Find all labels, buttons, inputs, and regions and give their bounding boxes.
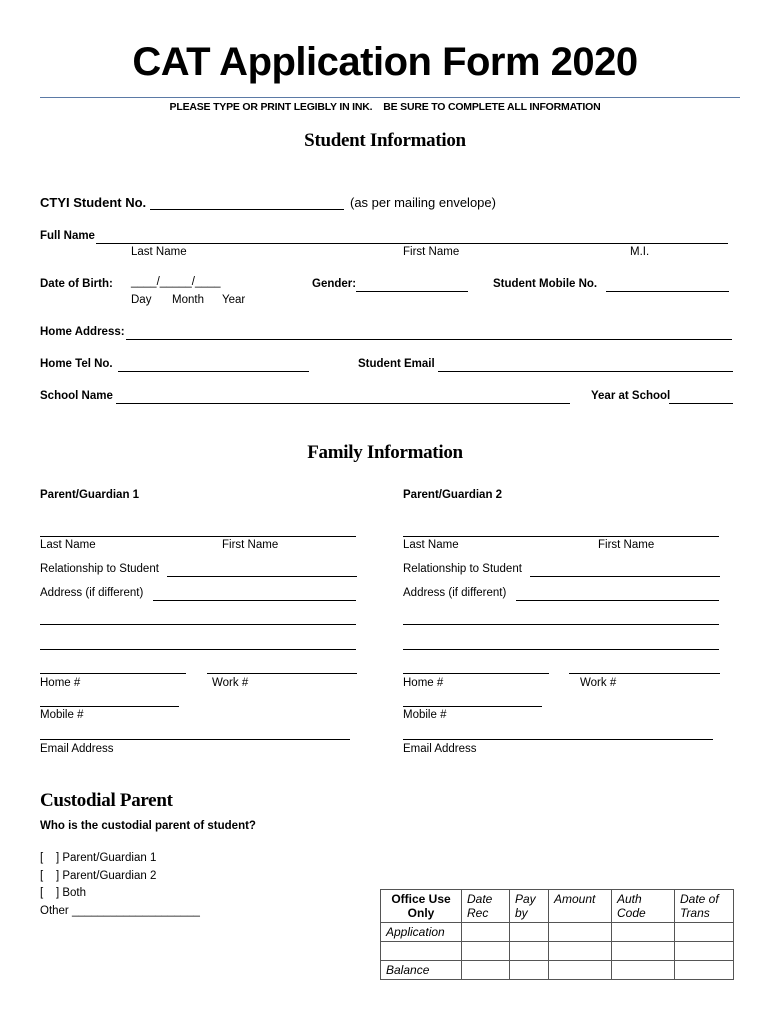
parent2-mobile-caption: Mobile # xyxy=(403,709,447,721)
parent1-address-field-2[interactable] xyxy=(40,624,356,625)
full-name-field[interactable] xyxy=(96,243,728,244)
parent1-work-caption: Work # xyxy=(212,677,249,689)
custodial-option-parent1[interactable]: [ ] Parent/Guardian 1 xyxy=(40,852,157,864)
office-use-table xyxy=(380,889,734,980)
parent2-address-field-2[interactable] xyxy=(403,624,719,625)
parent1-mobile-caption: Mobile # xyxy=(40,709,84,721)
title-divider xyxy=(40,97,740,98)
header-pay-by-line1: Pay xyxy=(515,892,536,906)
year-at-school-label: Year at School xyxy=(591,390,671,402)
student-email-field[interactable] xyxy=(438,371,733,372)
parent1-email-field[interactable] xyxy=(40,739,350,740)
full-name-label: Full Name xyxy=(40,230,95,242)
parent2-heading: Parent/Guardian 2 xyxy=(403,489,503,501)
parent2-email-caption: Email Address xyxy=(403,743,477,755)
custodial-option-both[interactable]: [ ] Both xyxy=(40,887,87,899)
parent2-last-name-caption: Last Name xyxy=(403,539,459,551)
first-name-caption: First Name xyxy=(403,246,460,258)
header-date-trans-line2: Trans xyxy=(680,906,710,920)
parent1-address-field-1[interactable] xyxy=(153,600,356,601)
home-tel-label: Home Tel No. xyxy=(40,358,113,370)
header-amount-line1: Amount xyxy=(554,892,596,906)
day-caption: Day xyxy=(131,294,152,306)
parent1-name-field[interactable] xyxy=(40,536,356,537)
year-at-school-field[interactable] xyxy=(669,403,733,404)
parent1-address-field-3[interactable] xyxy=(40,649,356,650)
row-application-label: Application xyxy=(381,923,462,942)
parent1-relationship-label: Relationship to Student xyxy=(40,563,159,575)
header-amount xyxy=(549,890,612,923)
balance-amount-cell[interactable] xyxy=(549,961,612,980)
school-name-field[interactable] xyxy=(116,403,570,404)
month-caption: Month xyxy=(172,294,204,306)
form-instructions: PLEASE TYPE OR PRINT LEGIBLY IN INK. BE SURE TO COMPLETE ALL INFORMATION xyxy=(169,101,601,113)
dob-label: Date of Birth: xyxy=(40,278,113,290)
family-info-heading: Family Information xyxy=(307,442,463,463)
blank-auth-code-cell[interactable] xyxy=(612,942,675,961)
ctyi-student-no-field[interactable] xyxy=(150,209,344,210)
header-date-rec-line1: Date xyxy=(467,892,493,906)
blank-amount-cell[interactable] xyxy=(549,942,612,961)
balance-auth-code-cell[interactable] xyxy=(612,961,675,980)
office-row-application xyxy=(381,923,734,942)
header-date-trans xyxy=(675,890,734,923)
office-use-title xyxy=(381,890,462,923)
dob-field[interactable]: ____/_____/____ xyxy=(131,276,221,288)
header-date-rec xyxy=(462,890,510,923)
parent2-name-field[interactable] xyxy=(403,536,719,537)
gender-label: Gender: xyxy=(312,278,357,290)
form-title: CAT Application Form 2020 xyxy=(132,40,638,84)
parent1-mobile-field[interactable] xyxy=(40,706,179,707)
application-pay-by-cell[interactable] xyxy=(510,923,549,942)
parent2-address-label: Address (if different) xyxy=(403,587,507,599)
balance-date-rec-cell[interactable] xyxy=(462,961,510,980)
blank-pay-by-cell[interactable] xyxy=(510,942,549,961)
student-mobile-field[interactable] xyxy=(606,291,729,292)
mi-caption: M.I. xyxy=(630,246,650,258)
header-auth-code-line1: Auth xyxy=(617,892,642,906)
parent1-email-caption: Email Address xyxy=(40,743,114,755)
header-pay-by xyxy=(510,890,549,923)
custodial-option-parent2[interactable]: [ ] Parent/Guardian 2 xyxy=(40,870,157,882)
gender-field[interactable] xyxy=(356,291,468,292)
ctyi-note: (as per mailing envelope) xyxy=(350,195,496,210)
student-email-label: Student Email xyxy=(358,358,435,370)
header-auth-code xyxy=(612,890,675,923)
year-caption: Year xyxy=(222,294,246,306)
parent1-home-caption: Home # xyxy=(40,677,81,689)
parent2-work-field[interactable] xyxy=(569,673,720,674)
parent1-home-field[interactable] xyxy=(40,673,186,674)
header-auth-code-line2: Code xyxy=(617,906,646,920)
office-header-row xyxy=(381,890,734,923)
parent2-relationship-label: Relationship to Student xyxy=(403,563,522,575)
header-pay-by-line2: by xyxy=(515,906,528,920)
application-amount-cell[interactable] xyxy=(549,923,612,942)
parent1-last-name-caption: Last Name xyxy=(40,539,96,551)
application-date-trans-cell[interactable] xyxy=(675,923,734,942)
parent2-home-caption: Home # xyxy=(403,677,444,689)
parent2-relationship-field[interactable] xyxy=(530,576,720,577)
row-balance-label: Balance xyxy=(381,961,462,980)
office-use-title-line2: Only xyxy=(407,906,435,920)
header-date-rec-line2: Rec xyxy=(467,906,489,920)
header-date-trans-line1: Date of xyxy=(680,892,719,906)
student-mobile-label: Student Mobile No. xyxy=(493,278,598,290)
parent1-address-label: Address (if different) xyxy=(40,587,144,599)
student-info-heading: Student Information xyxy=(304,130,466,151)
parent2-email-field[interactable] xyxy=(403,739,713,740)
home-tel-field[interactable] xyxy=(118,371,309,372)
custodial-question: Who is the custodial parent of student? xyxy=(40,820,256,832)
office-row-blank xyxy=(381,942,734,961)
school-name-label: School Name xyxy=(40,390,113,402)
parent2-work-caption: Work # xyxy=(580,677,617,689)
parent2-address-field-1[interactable] xyxy=(516,600,719,601)
blank-date-rec-cell[interactable] xyxy=(462,942,510,961)
parent1-heading: Parent/Guardian 1 xyxy=(40,489,140,501)
balance-date-trans-cell[interactable] xyxy=(675,961,734,980)
parent2-first-name-caption: First Name xyxy=(598,539,655,551)
blank-date-trans-cell[interactable] xyxy=(675,942,734,961)
home-address-label: Home Address: xyxy=(40,326,125,338)
application-date-rec-cell[interactable] xyxy=(462,923,510,942)
application-auth-code-cell[interactable] xyxy=(612,923,675,942)
custodial-option-other[interactable]: Other ____________________ xyxy=(40,905,200,917)
parent1-first-name-caption: First Name xyxy=(222,539,279,551)
home-address-field[interactable] xyxy=(126,339,732,340)
parent2-mobile-field[interactable] xyxy=(403,706,542,707)
office-use-title-line1: Office Use xyxy=(391,892,451,906)
parent1-relationship-field[interactable] xyxy=(167,576,357,577)
parent1-work-field[interactable] xyxy=(207,673,357,674)
parent2-address-field-3[interactable] xyxy=(403,649,719,650)
last-name-caption: Last Name xyxy=(131,246,187,258)
office-row-balance xyxy=(381,961,734,980)
balance-pay-by-cell[interactable] xyxy=(510,961,549,980)
ctyi-student-no-label: CTYI Student No. xyxy=(40,195,147,210)
blank-label-cell xyxy=(381,942,462,961)
custodial-parent-heading: Custodial Parent xyxy=(40,790,173,811)
parent2-home-field[interactable] xyxy=(403,673,549,674)
